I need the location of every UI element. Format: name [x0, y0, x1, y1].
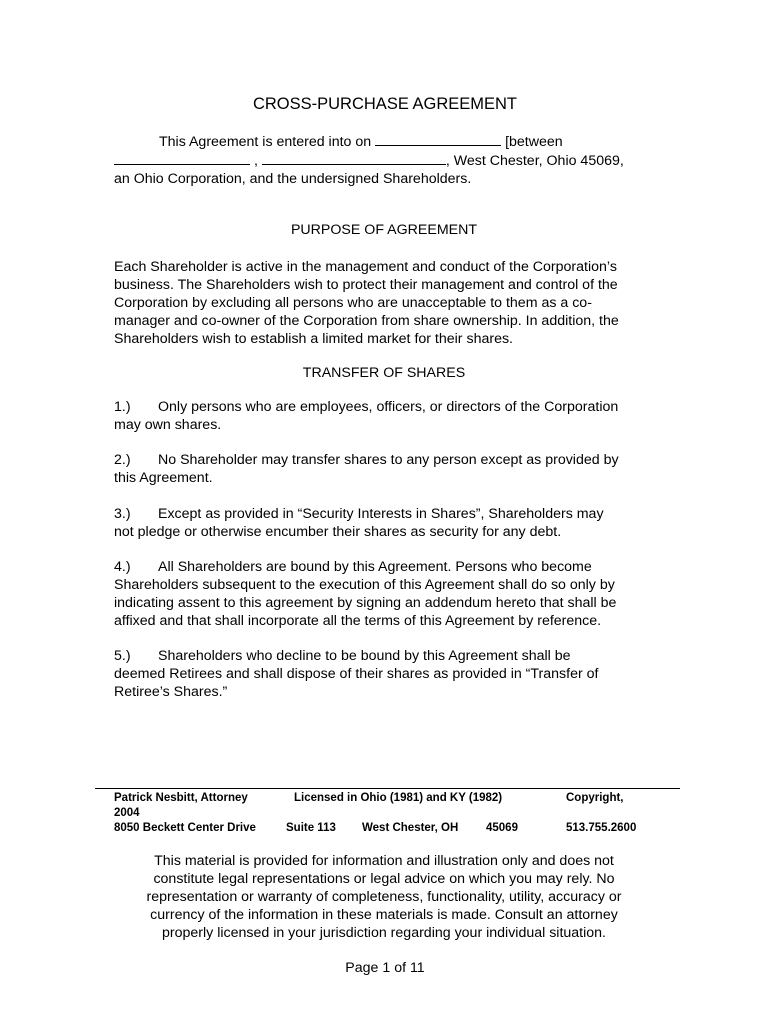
intro-paragraph	[114, 132, 654, 188]
footer-street: 8050 Beckett Center Drive	[114, 822, 256, 834]
transfer-item-5	[114, 647, 654, 701]
transfer-item-3	[114, 505, 654, 541]
footer-year: 2004	[114, 807, 140, 819]
item-text: Retiree’s Shares.”	[114, 684, 228, 700]
purpose-paragraph	[114, 258, 654, 348]
disclaimer-line: representation or warranty of completeness, functionality, utility, accuracy or	[146, 889, 622, 905]
disclaimer-line: currency of the information in these materials is made. Consult an attorney	[150, 907, 618, 923]
footer-city: West Chester, OH	[362, 822, 459, 834]
page-number: Page 1 of 11	[345, 960, 425, 976]
disclaimer-line: properly licensed in your jurisdiction regarding your individual situation.	[162, 925, 606, 941]
item-text: deemed Retirees and shall dispose of their shares as provided in “Transfer of	[114, 666, 599, 682]
purpose-line: Shareholders wish to establish a limited market for their shares.	[114, 331, 514, 347]
intro-between: [between	[505, 134, 563, 150]
footer-divider	[95, 788, 680, 789]
purpose-line: Each Shareholder is active in the management and conduct of the Corporation’s	[114, 259, 617, 275]
disclaimer	[114, 852, 654, 942]
item-number: 2.)	[114, 452, 131, 468]
intro-line-3: an Ohio Corporation, and the undersigned Shareholders.	[114, 171, 472, 187]
transfer-item-2	[114, 451, 654, 487]
item-text: No Shareholder may transfer shares to any person except as provided by	[158, 452, 619, 468]
item-text: Only persons who are employees, officers, or directors of the Corporation	[158, 399, 619, 415]
footer-zip: 45069	[486, 822, 518, 834]
intro-comma: ,	[253, 153, 258, 169]
transfer-heading: TRANSFER OF SHARES	[302, 365, 466, 381]
corporation-name-blank	[114, 151, 250, 165]
purpose-line: business. The Shareholders wish to protect their management and control of the	[114, 277, 618, 293]
document-title: CROSS-PURCHASE AGREEMENT	[252, 95, 518, 113]
item-text: Shareholders who decline to be bound by this Agreement shall be	[158, 648, 571, 664]
purpose-line: manager and co-owner of the Corporation from share ownership. In addition, the	[114, 313, 619, 329]
address-blank	[262, 151, 446, 165]
disclaimer-line: constitute legal representations or legal advice on which you may rely. No	[153, 871, 615, 887]
item-text: affixed and that shall incorporate all the terms of this Agreement by reference.	[114, 613, 602, 629]
disclaimer-line: This material is provided for information and illustration only and does not	[154, 853, 614, 869]
purpose-heading: PURPOSE OF AGREEMENT	[290, 222, 478, 238]
intro-location: , West Chester, Ohio 45069,	[445, 153, 624, 169]
item-text: indicating assent to this agreement by signing an addendum hereto that shall be	[114, 595, 617, 611]
item-text: Except as provided in “Security Interests in Shares”, Shareholders may	[158, 506, 604, 522]
item-number: 5.)	[114, 648, 131, 664]
purpose-line: Corporation by excluding all persons who are unacceptable to them as a co-	[114, 295, 592, 311]
item-number: 1.)	[114, 399, 131, 415]
intro-line-1	[114, 132, 654, 151]
item-text: All Shareholders are bound by this Agreement. Persons who become	[158, 559, 592, 575]
footer-author: Patrick Nesbitt, Attorney	[114, 792, 248, 804]
item-number: 3.)	[114, 506, 131, 522]
item-number: 4.)	[114, 559, 131, 575]
item-text: may own shares.	[114, 417, 222, 433]
date-blank	[375, 132, 501, 146]
transfer-item-4	[114, 558, 654, 630]
transfer-item-1	[114, 398, 654, 434]
item-text: Shareholders subsequent to the execution of this Agreement shall do so only by	[114, 577, 615, 593]
footer-copyright: Copyright,	[566, 792, 624, 804]
footer-suite: Suite 113	[286, 822, 336, 834]
item-text: not pledge or otherwise encumber their shares as security for any debt.	[114, 524, 562, 540]
intro-text: This Agreement is entered into on	[159, 134, 372, 150]
item-text: this Agreement.	[114, 470, 213, 486]
intro-line-2	[114, 151, 654, 170]
footer-license: Licensed in Ohio (1981) and KY (1982)	[294, 792, 503, 804]
footer-phone: 513.755.2600	[566, 822, 637, 834]
